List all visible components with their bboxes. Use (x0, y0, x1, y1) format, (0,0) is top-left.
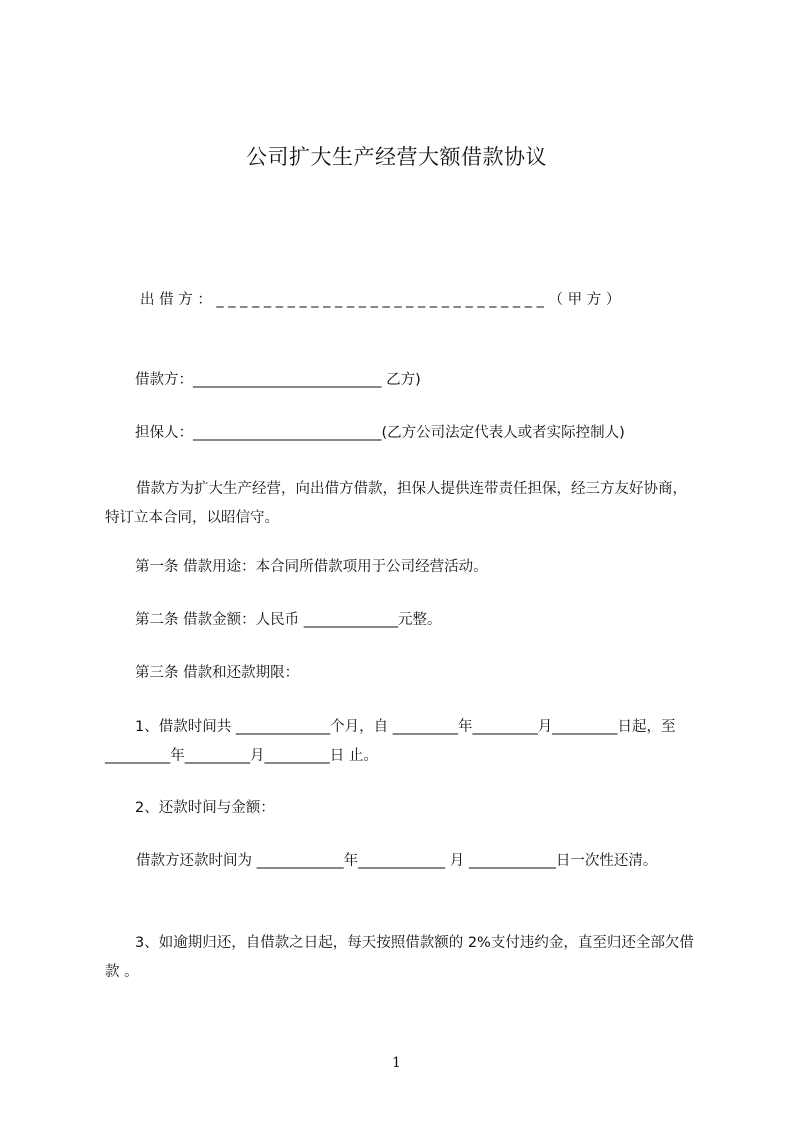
clause-2-heading: 2、还款时间与金额： (135, 800, 275, 816)
guarantor-line: 担保人：__________________________(乙方公司法定代表人或者实际控制人) (135, 425, 625, 441)
article-3-heading: 第三条 借款和还款期限： (135, 665, 300, 681)
article-2: 第二条 借款金额：人民币 _____________元整。 (135, 612, 442, 628)
clause-3: 3、如逾期归还，自借款之日起，每天按照借款额的 2%支付违约金，直至归还全部欠借款 。 (105, 935, 694, 980)
document-title: 公司扩大生产经营大额借款协议 (246, 145, 547, 169)
lender-line: 出 借 方 ： _ _ _ _ _ _ _ _ _ _ _ _ _ _ _ _ _ _ _ _ _ _ _ _ _ _ _ _ （ 甲 方 ） (140, 292, 621, 308)
borrower-line: 借款方：__________________________ 乙方) (135, 372, 421, 388)
article-1: 第一条 借款用途：本合同所借款项用于公司经营活动。 (135, 559, 488, 575)
clause-2-body: 借款方还款时间为 ____________年____________ 月 ____________日一次性还清。 (136, 853, 658, 869)
clause-1: 1、借款时间共 _____________个月，自 _________年_________月_________日起，至 _________年_________月_________日 止。 (105, 719, 676, 764)
preamble-paragraph: 借款方为扩大生产经营，向出借方借款，担保人提供连带责任担保，经三方友好协商，特订立本合同，以昭信守。 (105, 481, 687, 526)
page-number: 1 (392, 1055, 401, 1071)
